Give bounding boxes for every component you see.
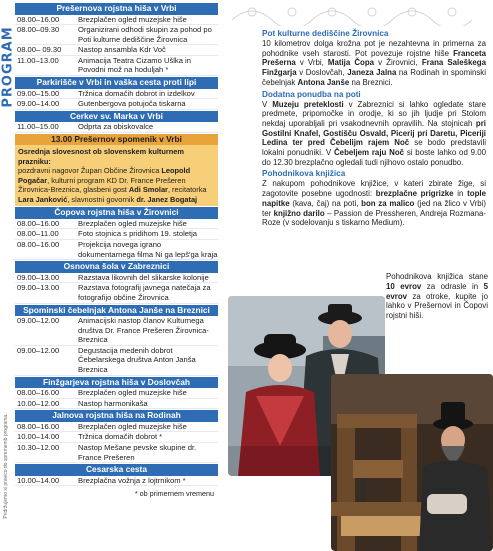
schedule-row bbox=[15, 99, 218, 110]
text: (kava, čaj) na poti, bbox=[289, 198, 362, 208]
schedule-sections-bottom bbox=[15, 207, 218, 486]
schedule-row bbox=[15, 229, 218, 240]
text: – Passion de Pressheren, Andreja Rozmana-Roze (v sodelovanju s tiskarno Medium). bbox=[262, 208, 486, 228]
paragraph-heritage-trail bbox=[262, 39, 486, 88]
schedule-row bbox=[15, 240, 218, 260]
benefit-lunch: bon za malico bbox=[361, 198, 415, 208]
event-time: 08.00–11.00 bbox=[17, 229, 59, 239]
ceremony-text: , slavnostni govornik bbox=[67, 194, 137, 204]
section-heading: 13.00 Prešernov spomenik v Vrbi bbox=[15, 134, 218, 146]
event-time: 10.00–12.00 bbox=[17, 398, 60, 408]
event-time: 08.00–16.00 bbox=[17, 421, 60, 431]
event-time: 08.00–16.00 bbox=[17, 14, 60, 24]
text: v Zabreznici si lahko ogledate stare predmete, pripomočke in orodje, ki so jih ljudje pri Stolom nekdaj uporabljali pri vsakodnevnih opravilih. Na stojnicah bbox=[262, 99, 486, 128]
text: za otroke, kupite jo lahko v Prešernovi in Čopovi rojstni hiši. bbox=[386, 291, 488, 321]
schedule-row bbox=[15, 422, 218, 433]
text: in bbox=[453, 189, 468, 199]
ceremony-speaker: dr. Janez Bogataj bbox=[136, 194, 198, 204]
disclaimer-note: Pridržujemo si pravico do sprememb programa. bbox=[3, 413, 9, 519]
ceremony-guest: Adi Smolar bbox=[128, 185, 168, 195]
paragraph-hiker-booklet bbox=[262, 179, 486, 228]
text: Pohodnikova knjižica stane bbox=[386, 272, 488, 281]
schedule-row bbox=[15, 15, 218, 26]
event-description: Animacija Teatra Cizamo Ušlka in Povodni mož na hoduljah * bbox=[78, 55, 191, 75]
heading-extra-offer: Dodatna ponudba na poti bbox=[262, 89, 361, 99]
price-children: 5 evrov bbox=[386, 281, 489, 301]
event-time: 09.00–13.00 bbox=[17, 272, 60, 282]
schedule-row bbox=[15, 476, 218, 487]
text: Z nakupom pohodnikove knjižice, v kateri zbirate žige, si zagotovite posebne ugodnosti: bbox=[262, 179, 486, 199]
section-heading: Prešernova rojstna hiša v Vrbi bbox=[15, 3, 218, 15]
event-description: Projekcija novega igrano dokumentarnega filma Ni ga lepš'ga kraja bbox=[78, 240, 218, 259]
museum-name: Muzeju preteklosti bbox=[272, 99, 344, 109]
event-time: 11.00–13.00 bbox=[17, 55, 59, 65]
event-description: Brezplačen ogled muzejske hiše bbox=[78, 421, 187, 431]
booklet-price-text bbox=[386, 272, 488, 321]
heading-heritage-trail: Pot kulturne dediščine Žirovnica bbox=[262, 29, 389, 38]
text: za odrasle in bbox=[421, 281, 484, 291]
section-heading: Finžgarjeva rojstna hiša v Doslovčah bbox=[15, 377, 218, 389]
event-time: 11.00–15.00 bbox=[17, 122, 59, 132]
schedule-row bbox=[15, 89, 218, 100]
event-description: Tržnica domačih dobrot in izdelkov bbox=[78, 88, 195, 98]
benefit-book: knjižno darilo bbox=[273, 208, 325, 218]
weather-footnote: * ob primernem vremenu bbox=[134, 489, 214, 499]
text: na Breznici. bbox=[349, 77, 393, 87]
heading-hiker-booklet: Pohodnikova knjižica bbox=[262, 169, 346, 179]
event-time: 08.00–16.00 bbox=[17, 218, 60, 228]
event-description: Nastop harmonikaša bbox=[78, 398, 148, 408]
text: V bbox=[262, 99, 273, 109]
event-description: Nastop Mešane pevske skupine dr. France Prešeren bbox=[78, 442, 197, 462]
ceremony-reciter: Lara Janković bbox=[18, 194, 68, 204]
event-time: 08.00–16.00 bbox=[17, 388, 60, 398]
event-description: Organizirani odhodi skupin za pohod po Poti kulturne dediščine Žirovnica bbox=[78, 25, 212, 44]
event-time: 08.00– 09.30 bbox=[17, 45, 62, 55]
ceremony-text: , recitatorka bbox=[167, 185, 207, 195]
text: v Žirovnici, bbox=[374, 58, 422, 68]
program-vertical-label: PROGRAM bbox=[0, 26, 16, 108]
event-description: Degustacija medenih dobrot Čebelarskega društva Anton Janša Breznica bbox=[78, 345, 196, 374]
name-cop: Matija Čopa bbox=[327, 58, 375, 68]
text: v Doslovčah, bbox=[296, 68, 348, 78]
text: 10 kilometrov dolga krožna pot je nezahtevna in primerna za pohodnike vseh starosti. Pot povezuje rojstne hiše bbox=[262, 39, 486, 58]
name-preseren: Franceta Prešerna bbox=[262, 48, 486, 68]
schedule-row bbox=[15, 399, 218, 410]
name-jalen: Janeza Jalna bbox=[347, 68, 397, 78]
schedule-row bbox=[15, 219, 218, 230]
event-description: Brezplačna vožnja z lojtrnikom * bbox=[78, 475, 186, 485]
event-time: 10.00–14.00 bbox=[17, 475, 60, 485]
ceremony-text: pozdravni nagovor Župan Občine Žirovnica bbox=[18, 166, 162, 176]
section-heading: Jalnova rojstna hiša na Rodinah bbox=[15, 410, 218, 422]
text: (jed na žlico v Vrbi) ter bbox=[262, 198, 486, 218]
section-heading: Parkirišče v Vrbi in vaška cesta proti lipi bbox=[15, 77, 218, 89]
schedule-row bbox=[15, 273, 218, 284]
event-description: Brezplačen ogled muzejske hiše bbox=[78, 218, 187, 228]
event-time: 10.30–12.00 bbox=[17, 442, 60, 452]
benefit-drinks: tople napitke bbox=[262, 189, 486, 208]
event-description: Foto stojnica s pridihom 19. stoletja bbox=[78, 229, 198, 239]
info-column bbox=[262, 27, 486, 229]
section-heading: Cerkev sv. Marka v Vrbi bbox=[15, 111, 218, 123]
schedule-row bbox=[15, 316, 218, 346]
side-strip bbox=[0, 0, 16, 551]
program-schedule bbox=[15, 2, 218, 498]
schedule-row bbox=[15, 443, 218, 463]
paragraph-extra-offer bbox=[262, 100, 486, 168]
event-time: 09.00–12.00 bbox=[17, 345, 60, 355]
schedule-row bbox=[15, 25, 218, 45]
event-description: Brezplačen ogled muzejske hiše bbox=[78, 14, 187, 24]
schedule-row bbox=[15, 283, 218, 303]
ceremony-mayor: Leopold Pogačar bbox=[18, 166, 191, 185]
text: si boste lahko od 9.00 do 12.30 brezplačno ogledali tudi njihovo ostalo ponudbo. bbox=[262, 148, 486, 167]
main-ceremony-box bbox=[15, 145, 218, 206]
photo-printing-press bbox=[331, 374, 493, 551]
schedule-row bbox=[15, 122, 218, 133]
section-heading: Spominski čebelnjak Antona Janše na Breznici bbox=[15, 305, 218, 317]
text: na Rodinah in spominski čebelnjak bbox=[262, 68, 486, 87]
schedule-row bbox=[15, 432, 218, 443]
schedule-row bbox=[15, 388, 218, 399]
benefit-snacks: brezplačne prigrizke bbox=[375, 189, 454, 199]
section-heading: Osnovna šola v Zabreznici bbox=[15, 261, 218, 273]
event-time: 08.00–16.00 bbox=[17, 240, 60, 250]
name-jansa: Antona Janše bbox=[297, 77, 350, 87]
schedule-row bbox=[15, 45, 218, 56]
name-finzgar: Frana Saleškega Finžgarja bbox=[262, 58, 486, 78]
event-description: Brezplačen ogled muzejske hiše bbox=[78, 388, 187, 398]
event-description: Odprta za obiskovalce bbox=[78, 122, 154, 132]
event-time: 08.00–09.30 bbox=[17, 25, 60, 35]
section-heading: Čopova rojstna hiša v Žirovnici bbox=[15, 207, 218, 219]
price-adults: 10 evrov bbox=[386, 281, 422, 291]
event-time: 09.00–12.00 bbox=[17, 316, 60, 325]
event-description: Razstava likovnih del slikarske kolonije bbox=[78, 272, 209, 282]
event-description: Animacijski nastop članov Kulturnega društva Dr. France Prešeren Žirovnica-Breznica bbox=[78, 316, 209, 345]
event-description: Tržnica domačih dobrot * bbox=[78, 432, 163, 442]
schedule-row bbox=[15, 56, 218, 76]
schedule-row bbox=[15, 346, 218, 376]
folk-ornament-border bbox=[222, 0, 492, 26]
event-description: Nastop ansambla Kdr Voč bbox=[78, 45, 166, 55]
section-heading: Cesarska cesta bbox=[15, 464, 218, 476]
event-time: 09.00–15.00 bbox=[17, 88, 60, 98]
text: v Vrbi, bbox=[295, 58, 328, 68]
event-time: 10.00–14.00 bbox=[17, 432, 60, 442]
bee-paradise-name: Čebeljem raju Noč bbox=[333, 148, 405, 158]
event-description: Razstava fotografij javnega natečaja za fotografijo občine Žirovnica bbox=[78, 283, 211, 302]
text: se bodo predstavili lokalni ponudniki. V bbox=[262, 138, 486, 158]
event-time: 09.00–14.00 bbox=[17, 99, 60, 109]
stalls-list: pri Gostilni Knafel, Gostišču Osvald, Picerij pri Daretu, Piceriji Ledina ter pred Čebelijm rajem Noč bbox=[262, 118, 486, 148]
event-time: 09.00–13.00 bbox=[17, 283, 60, 293]
ceremony-title: Osrednja slovesnost ob slovenskem kulturnem prazniku: bbox=[18, 147, 184, 166]
event-description: Gutenbergova potujoča tiskarna bbox=[78, 99, 186, 109]
ceremony-text: , kulturni program KD Dr. France Prešeren Žirovnica-Breznica, glasbeni gost bbox=[18, 175, 186, 195]
schedule-sections-top bbox=[15, 3, 218, 145]
